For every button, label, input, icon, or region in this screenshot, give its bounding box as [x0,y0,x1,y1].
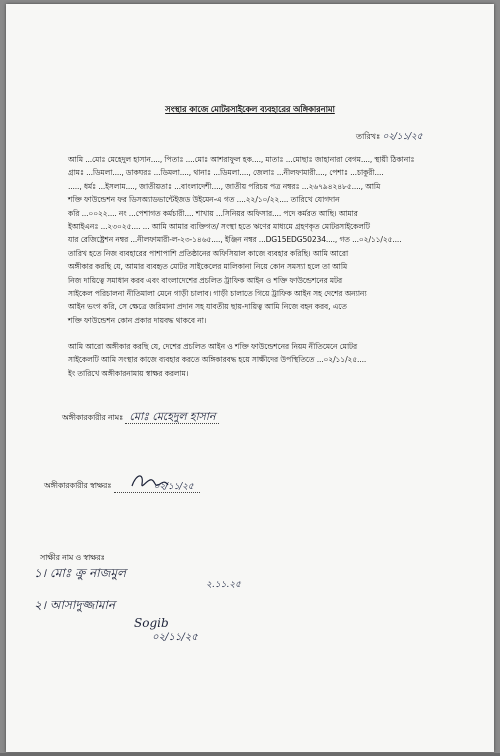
witness-2-name: ২। আসাদুজ্জামান [34,598,115,612]
witness-2-date: ০২/১১/২৫ [152,632,198,643]
date-line [356,129,422,144]
body-line: করি ...০০২২.... নং ...পেশাগত কর্মচারী.... শাখায় ...সিনিয়র অফিসার.... পদে কর্মরত আছি। আমার [68,208,358,218]
body-paragraph-1 [68,153,448,327]
body-line: সাইকেলটি আমি সংস্থার কাজে ব্যবহার করতে অঙ্গিকারবদ্ধ হয়ে সাক্ষীদের উপস্থিতিতে ...০২/১১/২৫.... [68,355,367,365]
witness-1-date: ২.১১.২৫ [206,580,241,590]
date-label: তারিখঃ [356,132,381,141]
body-line: ....., ধর্মঃ ...ইসলাম...., জাতীয়তাঃ ...বাংলাদেশী...., জাতীয় পরিচয় পত্র নম্বরঃ ...২৬৭৯৪২৪৮৫...., আমি [68,181,381,191]
witness-2-signature: Sogib [134,616,169,630]
body-line: শক্তি ফাউন্ডেশন ফর ডিসঅ্যাডভান্টেইজড উইমেন-এ গত ....২২/১০/২২.... তারিখে যোগদান [68,195,340,205]
witness-heading: সাক্ষীর নাম ও স্বাক্ষরঃ [40,553,105,562]
body-line: অঙ্গীকার করছি যে, আমার ব্যবহৃত মোটর সাইকেলের মালিকানা নিয়ে কোন সমস্যা হলে তা আমি [68,262,348,272]
document-title: সংস্থার কাজে মোটরসাইকেল ব্যবহারের অঙ্গিকারনামা [165,104,335,114]
document-page [6,4,494,752]
pledger-signature-label: অঙ্গীকারকারীর স্বাক্ষরঃ [44,481,112,490]
body-line: ইআইএনঃ ...২৩০২৫.... ... আমি আমার ব্যক্তিগত/ সংস্থা হতে ঋণের মাধ্যমে গ্রহণকৃত মোটরসাইকেলটি [68,222,370,232]
pledger-name-row [62,408,219,427]
body-line: তারিখ হতে নিজ ব্যবহারের পাশাপাশি প্রতিষ্ঠানের অফিসিয়াল কাজে ব্যবহার করিছি। আমি আরো [68,248,349,258]
witness-1-name: ১। মোঃ ক্রু নাজমুল [34,566,126,580]
body-line: ইং তারিখে অঙ্গীকারনামায় স্বাক্ষর করলাম। [68,368,189,378]
pledger-signature-date: ০২/১১/২৫ [153,482,194,492]
body-paragraph-2 [68,340,448,380]
date-value: ০২/১১/২৫ [382,132,423,142]
body-line: আমি ...মোঃ মেহেদুল হাসান...., পিতাঃ ....মোঃ আশরাফুল হক...., মাতাঃ ...মোছাঃ জাহানারা বেগম...., স্থায়ী ঠিকানাঃ [68,155,415,164]
body-line: শক্তি ফাউন্ডেশন কোন প্রকার দায়বদ্ধ থাকবে না। [68,315,207,325]
body-line: আইন ভংগ করি, সে ক্ষেত্রে জরিমানা প্রদান সহ যাবতীয় ছায়-দায়িত্ব আমি নিজে বহন করব, এতে [68,302,347,312]
body-line: আমি আরো অঙ্গীকার করছি যে, দেশের প্রচলিত আইন ও শক্তি ফাউন্ডেশনের নিয়ম নীতিমেনে মোটর [68,342,358,351]
body-line: গ্রামঃ ...ডিমলা...., ডাকঘরঃ ...ডিমলা...., থানাঃ ...ডিমলা...., জেলাঃ ...নীলফামারী...., পেশাঃ ...চাকুরী.... [68,168,384,178]
pledger-name-value: মোঃ মেহেদুল হাসান [125,410,219,424]
body-line: নিজ দায়িত্বে সমাধান করব এবং বাংলাদেশের প্রচলিত ট্রাফিক আইন ও শক্তি ফাউন্ডেশনের মটর [68,275,342,285]
body-line: যার রেজিষ্ট্রেশন নম্বর ...নীলফামারী-ল-২৩-১৪৬৫...., ইঞ্জিন নম্বর ...DG15EDG50234...., গত ...০২/১১/২৫.... [68,235,402,245]
pledger-signature-row [44,480,200,493]
pledger-signature [114,480,200,493]
pledger-name-label: অঙ্গীকারকারীর নামঃ [62,413,124,422]
body-line: সাইকেল পরিচালনা নীতিমালা মেনে গাড়ী চালাব। গাড়ী চালাতে গিয়ে ট্রাফিক আইন সহ দেশের অন্যান্য [68,289,367,299]
